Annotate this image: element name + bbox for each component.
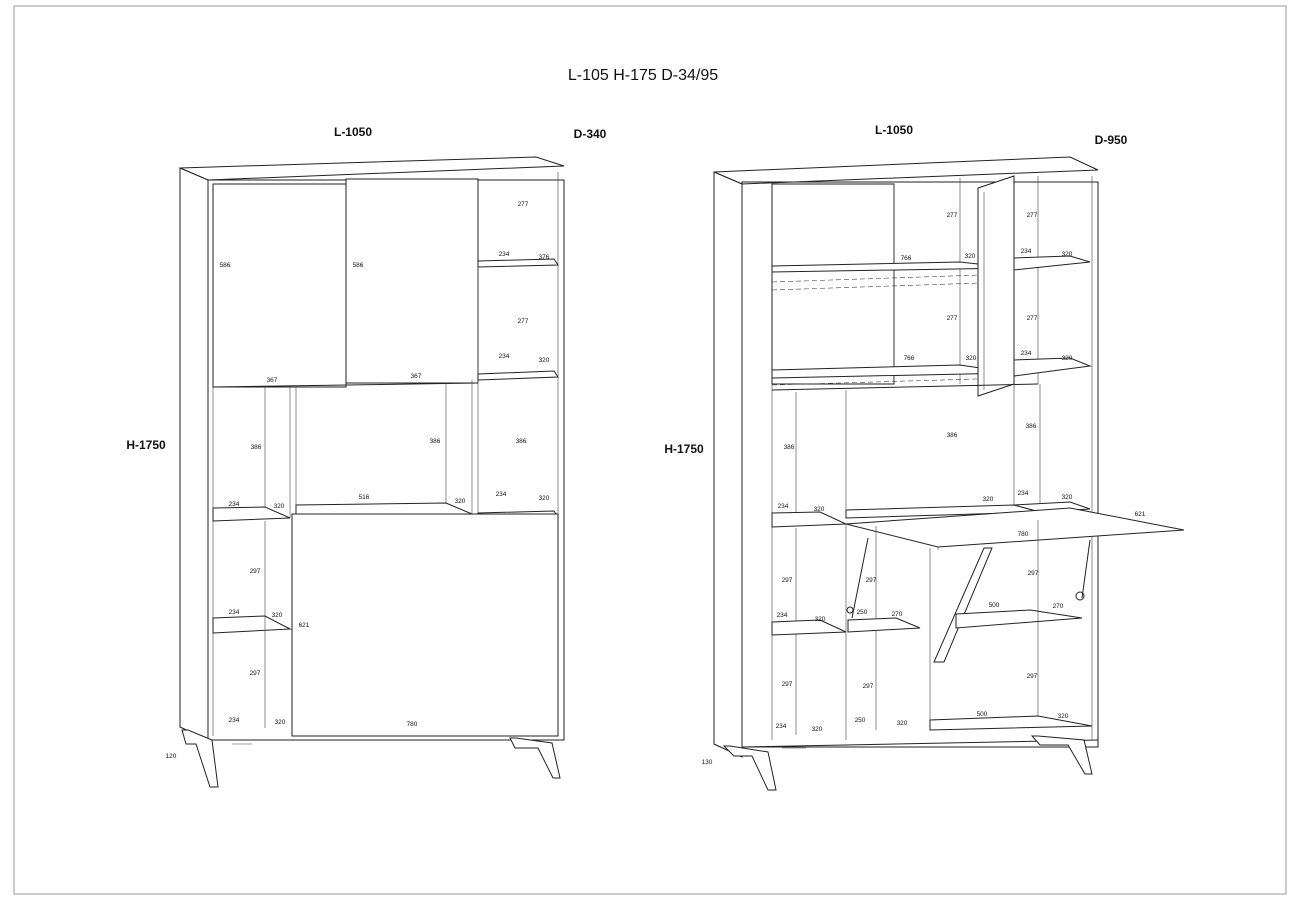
right-leg-1 [724,746,776,790]
dim-text: 234 [228,501,240,508]
dim-text: 234 [1020,350,1032,357]
dim-text: 234 [1020,248,1032,255]
dim-text: 320 [965,355,977,362]
dim-text: 320 [1061,251,1073,258]
dim-text: 277 [517,318,529,325]
dim-text: 586 [219,262,231,269]
right-side-panel [714,172,742,757]
dim-text: 297 [1027,570,1039,577]
dim-text: 586 [352,262,364,269]
left-shelf-r2 [478,371,558,380]
left-side-panel [180,168,208,740]
right-top-slab [714,157,1098,184]
dim-text: 297 [249,568,261,575]
left-depth-label: D-340 [573,127,607,141]
dim-text: 500 [988,602,1000,609]
right-shelf-top-r2 [1014,358,1090,376]
dim-text: 297 [1026,673,1038,680]
right-leg-height: 130 [701,759,713,766]
dim-text: 270 [1052,603,1064,610]
dim-text: 234 [228,609,240,616]
dim-text: 367 [266,377,278,384]
dim-text: 320 [964,253,976,260]
dim-text: 320 [271,612,283,619]
dim-text: 386 [1025,423,1037,430]
right-dimensions [776,212,1146,733]
sheet-title: L-105 H-175 D-34/95 [567,67,719,84]
dim-text: 297 [781,577,793,584]
dim-text: 234 [495,491,507,498]
dim-text: 277 [946,212,958,219]
dim-text: 250 [854,717,866,724]
right-shelf-top-r1 [1014,256,1090,270]
dim-text: 386 [429,438,441,445]
dim-text: 766 [900,255,912,262]
dim-text: 277 [1026,212,1038,219]
dim-text: 376 [538,254,550,261]
dim-text: 277 [946,315,958,322]
right-height-label: H-1750 [664,442,704,456]
dim-text: 386 [946,432,958,439]
dim-text: 277 [1026,315,1038,322]
dim-text: 320 [1061,494,1073,501]
dim-text: 320 [538,357,550,364]
dim-text: 297 [862,683,874,690]
dim-text: 500 [976,711,988,718]
dim-text: 621 [298,622,310,629]
dim-text: 234 [777,503,789,510]
dim-text: 320 [982,496,994,503]
dim-text: 234 [1017,490,1029,497]
right-leg-2 [1032,736,1092,774]
dim-text: 386 [250,444,262,451]
dim-text: 386 [783,444,795,451]
right-open-glass-door [978,176,1014,396]
right-desk-support [934,548,992,662]
dim-text: 320 [454,498,466,505]
dim-text: 367 [410,373,422,380]
left-fall-flap [292,514,558,736]
dim-text: 780 [406,721,418,728]
dim-text: 766 [903,355,915,362]
dim-text: 297 [249,670,261,677]
dim-text: 234 [498,251,510,258]
dim-text: 320 [811,726,823,733]
dim-text: 320 [1061,355,1073,362]
dim-text: 234 [775,723,787,730]
left-leg-2 [510,738,560,778]
dim-text: 234 [498,353,510,360]
dim-text: 320 [274,719,286,726]
left-leg-1 [182,730,218,787]
dim-text: 234 [228,717,240,724]
right-inner-shelf [956,610,1082,628]
right-shelf-l4 [772,620,846,635]
left-height-label: H-1750 [126,438,166,452]
dim-text: 386 [515,438,527,445]
right-cabinet-view [714,157,1184,790]
left-width-label: L-1050 [333,125,373,139]
dim-text: 320 [896,720,908,727]
left-top-slab [180,157,564,180]
dim-text: 320 [273,503,285,510]
dim-text: 297 [865,577,877,584]
dim-text: 320 [813,506,825,513]
dim-text: 270 [891,611,903,618]
dim-text: 320 [538,495,550,502]
dim-text: 780 [1017,531,1029,538]
left-leg-height: 120 [165,753,177,760]
right-shelf-lc [772,512,846,527]
dim-text: 516 [358,494,370,501]
dim-text: 250 [856,609,868,616]
dim-text: 320 [814,616,826,623]
dim-text: 297 [781,681,793,688]
dim-text: 277 [517,201,529,208]
left-door-2 [346,179,478,383]
right-shelf-m4 [848,618,920,632]
dim-text: 621 [1134,511,1146,518]
right-width-label: L-1050 [874,123,914,137]
left-door-1 [213,184,346,387]
dim-text: 234 [776,612,788,619]
right-depth-label: D-950 [1094,133,1128,147]
dim-text: 320 [1057,713,1069,720]
